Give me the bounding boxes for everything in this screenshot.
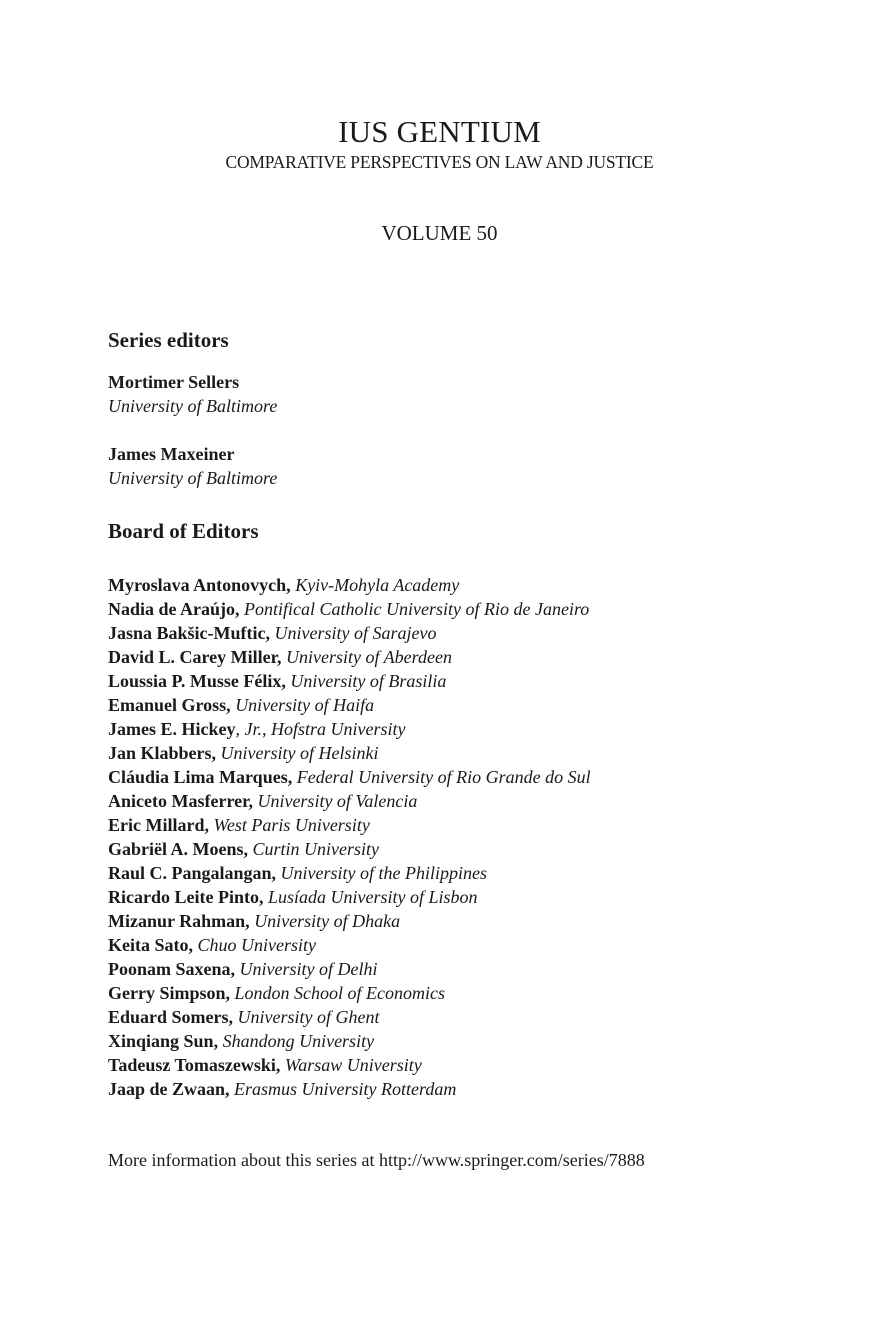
board-member-name: Jasna Bakšic-Muftic,	[108, 623, 270, 643]
board-member-name: Eduard Somers,	[108, 1007, 234, 1027]
board-member-name: Xinqiang Sun,	[108, 1031, 219, 1051]
volume-number: VOLUME 50	[381, 221, 498, 245]
board-member-name: Eric Millard,	[108, 815, 209, 835]
board-member-name: Keita Sato,	[108, 935, 193, 955]
board-member-affiliation: Shandong University	[218, 1031, 375, 1051]
board-member-name: James E. Hickey	[108, 719, 236, 739]
board-member	[108, 1077, 591, 1101]
board-member	[108, 1053, 591, 1077]
board-member	[108, 789, 591, 813]
board-member	[108, 573, 591, 597]
board-member-affiliation: University of Sarajevo	[270, 623, 437, 643]
board-member	[108, 765, 591, 789]
board-of-editors-list	[108, 573, 591, 1101]
series-editor-name: Mortimer Sellers	[108, 372, 240, 392]
board-member-name: Mizanur Rahman,	[108, 911, 250, 931]
board-member	[108, 597, 591, 621]
series-title: IUS GENTIUM	[338, 114, 541, 149]
board-member-affiliation: Kyiv-Mohyla Academy	[290, 575, 460, 595]
board-member-affiliation: University of Dhaka	[249, 911, 401, 931]
board-member-affiliation: , Jr., Hofstra University	[235, 719, 406, 739]
board-member	[108, 957, 591, 981]
board-member	[108, 693, 591, 717]
board-member-affiliation: University of Helsinki	[216, 743, 379, 763]
board-member-affiliation: Federal University of Rio Grande do Sul	[292, 767, 591, 787]
board-member	[108, 621, 591, 645]
board-member	[108, 1005, 591, 1029]
series-editor-affiliation: University of Baltimore	[108, 396, 278, 416]
series-editor	[108, 370, 277, 418]
series-more-info: More information about this series at http://www.springer.com/series/7888	[108, 1150, 645, 1170]
board-member-affiliation: Chuo University	[193, 935, 316, 955]
board-member-affiliation: University of Brasilia	[285, 671, 447, 691]
board-member-name: Jan Klabbers,	[108, 743, 217, 763]
board-member	[108, 669, 591, 693]
board-member	[108, 933, 591, 957]
board-member-name: Poonam Saxena,	[108, 959, 236, 979]
board-member	[108, 909, 591, 933]
board-member-name: Cláudia Lima Marques,	[108, 767, 293, 787]
board-member-name: Myroslava Antonovych,	[108, 575, 291, 595]
board-member	[108, 861, 591, 885]
series-editor-name: James Maxeiner	[108, 444, 235, 464]
board-member-name: Gabriël A. Moens,	[108, 839, 248, 859]
board-member	[108, 645, 591, 669]
series-subtitle: COMPARATIVE PERSPECTIVES ON LAW AND JUSTICE	[225, 152, 654, 172]
board-member-affiliation: University of Valencia	[252, 791, 418, 811]
board-member-affiliation: London School of Economics	[230, 983, 445, 1003]
board-member-name: Jaap de Zwaan,	[108, 1079, 230, 1099]
board-member-affiliation: Lusíada University of Lisbon	[263, 887, 478, 907]
board-member-name: David L. Carey Miller,	[108, 647, 282, 667]
board-member-name: Raul C. Pangalangan,	[108, 863, 277, 883]
board-member-name: Aniceto Masferrer,	[108, 791, 253, 811]
board-member	[108, 981, 591, 1005]
board-member-affiliation: Erasmus University Rotterdam	[229, 1079, 457, 1099]
board-member-name: Loussia P. Musse Félix,	[108, 671, 286, 691]
board-member-name: Tadeusz Tomaszewski,	[108, 1055, 281, 1075]
board-member	[108, 717, 591, 741]
board-member	[108, 885, 591, 909]
board-member-affiliation: University of Aberdeen	[281, 647, 452, 667]
board-member-affiliation: University of Delhi	[235, 959, 378, 979]
board-member-affiliation: Warsaw University	[280, 1055, 422, 1075]
board-member	[108, 837, 591, 861]
board-member	[108, 813, 591, 837]
board-member	[108, 741, 591, 765]
board-member-affiliation: Pontifical Catholic University of Rio de Janeiro	[239, 599, 590, 619]
board-member-affiliation: University of the Philippines	[276, 863, 488, 883]
board-member-affiliation: Curtin University	[248, 839, 379, 859]
board-member-name: Gerry Simpson,	[108, 983, 231, 1003]
board-member	[108, 1029, 591, 1053]
board-member-affiliation: University of Ghent	[233, 1007, 380, 1027]
board-member-affiliation: University of Haifa	[230, 695, 375, 715]
board-of-editors-heading: Board of Editors	[108, 519, 259, 543]
board-member-name: Ricardo Leite Pinto,	[108, 887, 264, 907]
board-member-name: Emanuel Gross,	[108, 695, 231, 715]
series-editor	[108, 442, 277, 490]
series-editors-heading: Series editors	[108, 328, 229, 352]
board-member-name: Nadia de Araújo,	[108, 599, 240, 619]
series-editor-affiliation: University of Baltimore	[108, 468, 278, 488]
board-member-affiliation: West Paris University	[208, 815, 370, 835]
